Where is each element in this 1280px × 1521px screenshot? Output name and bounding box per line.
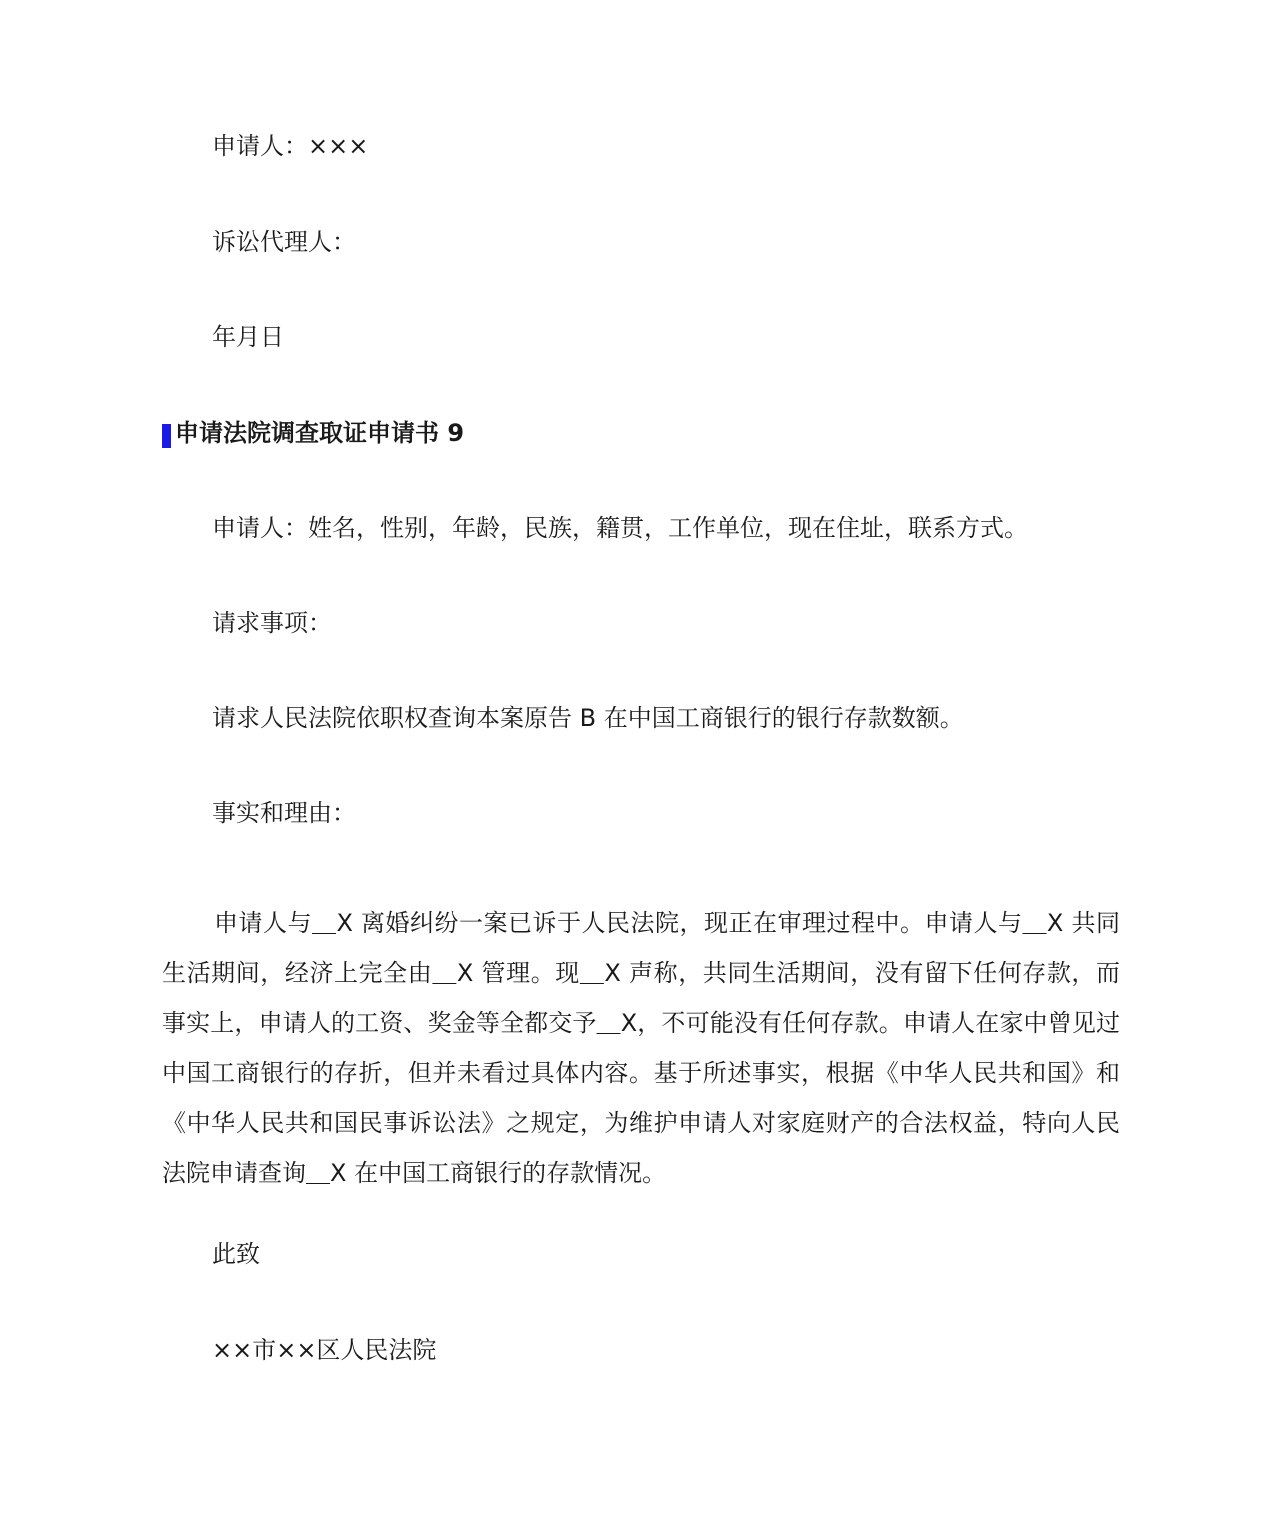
request-label: 请求事项： [212,609,332,637]
heading-text: 申请法院调查取证申请书 9 [175,419,465,447]
agent-line: 诉讼代理人： [212,228,356,256]
court-line: ××市××区人民法院 [212,1336,437,1364]
heading-marker-icon [162,424,171,448]
section-heading [162,417,464,449]
applicant-line: 申请人：××× [212,132,369,160]
closing-line: 此致 [212,1240,260,1268]
applicant-info: 申请人：姓名，性别，年龄，民族，籍贯，工作单位，现在住址，联系方式。 [212,514,1028,542]
request-text: 请求人民法院依职权查询本案原告 B 在中国工商银行的银行存款数额。 [212,704,964,732]
facts-paragraph: 申请人与＿X 离婚纠纷一案已诉于人民法院，现正在审理过程中。申请人与＿X 共同生活期间，经济上完全由＿X 管理。现＿X 声称，共同生活期间，没有留下任何存款，而事实上，申请人的工资、奖金等全都交予＿X，不可能没有任何存款。申请人在家中曾见过中国工商银行的存折，但并未看过具体内容。基于所述事实，根据《中华人民共和国》和《中华人民共和国民事诉讼法》之规定，为维护申请人对家庭财产的合法权益，特向人民法院申请查询＿X 在中国工商银行的存款情况。 [162,909,1120,1187]
facts-label: 事实和理由： [212,799,356,827]
date-line: 年月日 [212,323,284,351]
